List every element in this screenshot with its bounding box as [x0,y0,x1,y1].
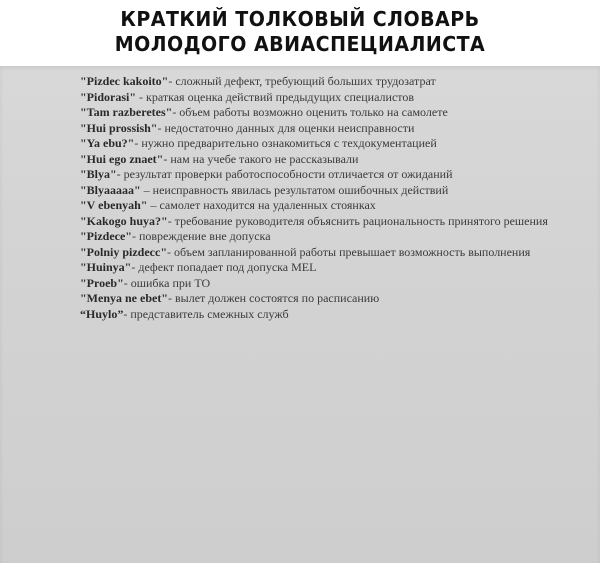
entry-definition: - нам на учебе такого не рассказывали [163,151,359,166]
entry-term: "Ya ebu?" [80,136,135,150]
entry-definition: - нужно предварительно ознакомиться с техдокументацией [134,136,437,150]
glossary-list [80,74,590,322]
title-line-2: МОЛОДОГО АВИАСПЕЦИАЛИСТА [114,32,486,56]
entry-term: "Huinya" [80,260,132,274]
entry-term: "Polniy pizdecc" [80,244,167,259]
entry-term: "Hui ego znaet" [80,151,164,166]
glossary-entry [80,136,590,152]
entry-term: "Proeb" [80,275,124,290]
entry-definition: - недостаточно данных для оценки неисправности [157,120,415,135]
entry-term: "Tam razberetes" [80,105,173,119]
glossary-entry [80,183,590,199]
entry-definition: - требование руководителя объяснить рациональность принятого решения [167,213,548,228]
entry-definition: - результат проверки работоспособности отличается от ожиданий [116,167,453,181]
entry-term: “Huylo” [80,306,124,321]
glossary-entry [80,121,590,137]
glossary-entry [80,198,590,214]
glossary-entry [80,167,590,183]
glossary-entry [80,307,590,323]
entry-definition: - объем работы возможно оценить только на самолете [172,105,448,119]
entry-definition: - ошибка при ТО [123,275,211,290]
entry-term: "Blya" [80,167,117,181]
entry-definition: - сложный дефект, требующий больших трудозатрат [168,74,436,88]
entry-definition: – неисправность явилась результатом ошибочных действий [140,182,449,197]
title-line-1: КРАТКИЙ ТОЛКОВЫЙ СЛОВАРЬ [120,7,480,31]
entry-term: "Kakogo huya?" [80,213,168,228]
glossary-entry [80,229,590,245]
glossary-entry [80,90,590,106]
entry-term: "Menya ne ebet" [80,291,168,305]
header [0,0,600,66]
glossary-entry [80,260,590,276]
entry-definition: - объем запланированной работы превышает возможность выполнения [166,244,531,259]
glossary-entry [80,152,590,168]
glossary-entry [80,276,590,292]
paper-sheet [0,66,600,563]
glossary-entry [80,74,590,90]
entry-term: "Pizdec kakoito" [80,74,169,88]
entry-term: "Hui prossish" [80,120,158,135]
entry-definition: – самолет находится на удаленных стоянках [147,198,376,212]
entry-term: "V ebenyah" [80,198,148,212]
glossary-entry [80,214,590,230]
entry-definition: - повреждение вне допуска [131,229,271,243]
entry-definition: - вылет должен состоятся по расписанию [167,291,380,305]
entry-definition: - представитель смежных служб [123,306,289,321]
entry-definition: - дефект попадает под допуска MEL [131,260,317,274]
glossary-entry [80,291,590,307]
glossary-entry [80,245,590,261]
entry-term: "Pidorasi" [80,89,136,104]
entry-definition: - краткая оценка действий предыдущих специалистов [136,89,415,104]
entry-term: "Pizdece" [80,229,132,243]
entry-term: "Blyaaaaa" [80,182,141,197]
glossary-entry [80,105,590,121]
